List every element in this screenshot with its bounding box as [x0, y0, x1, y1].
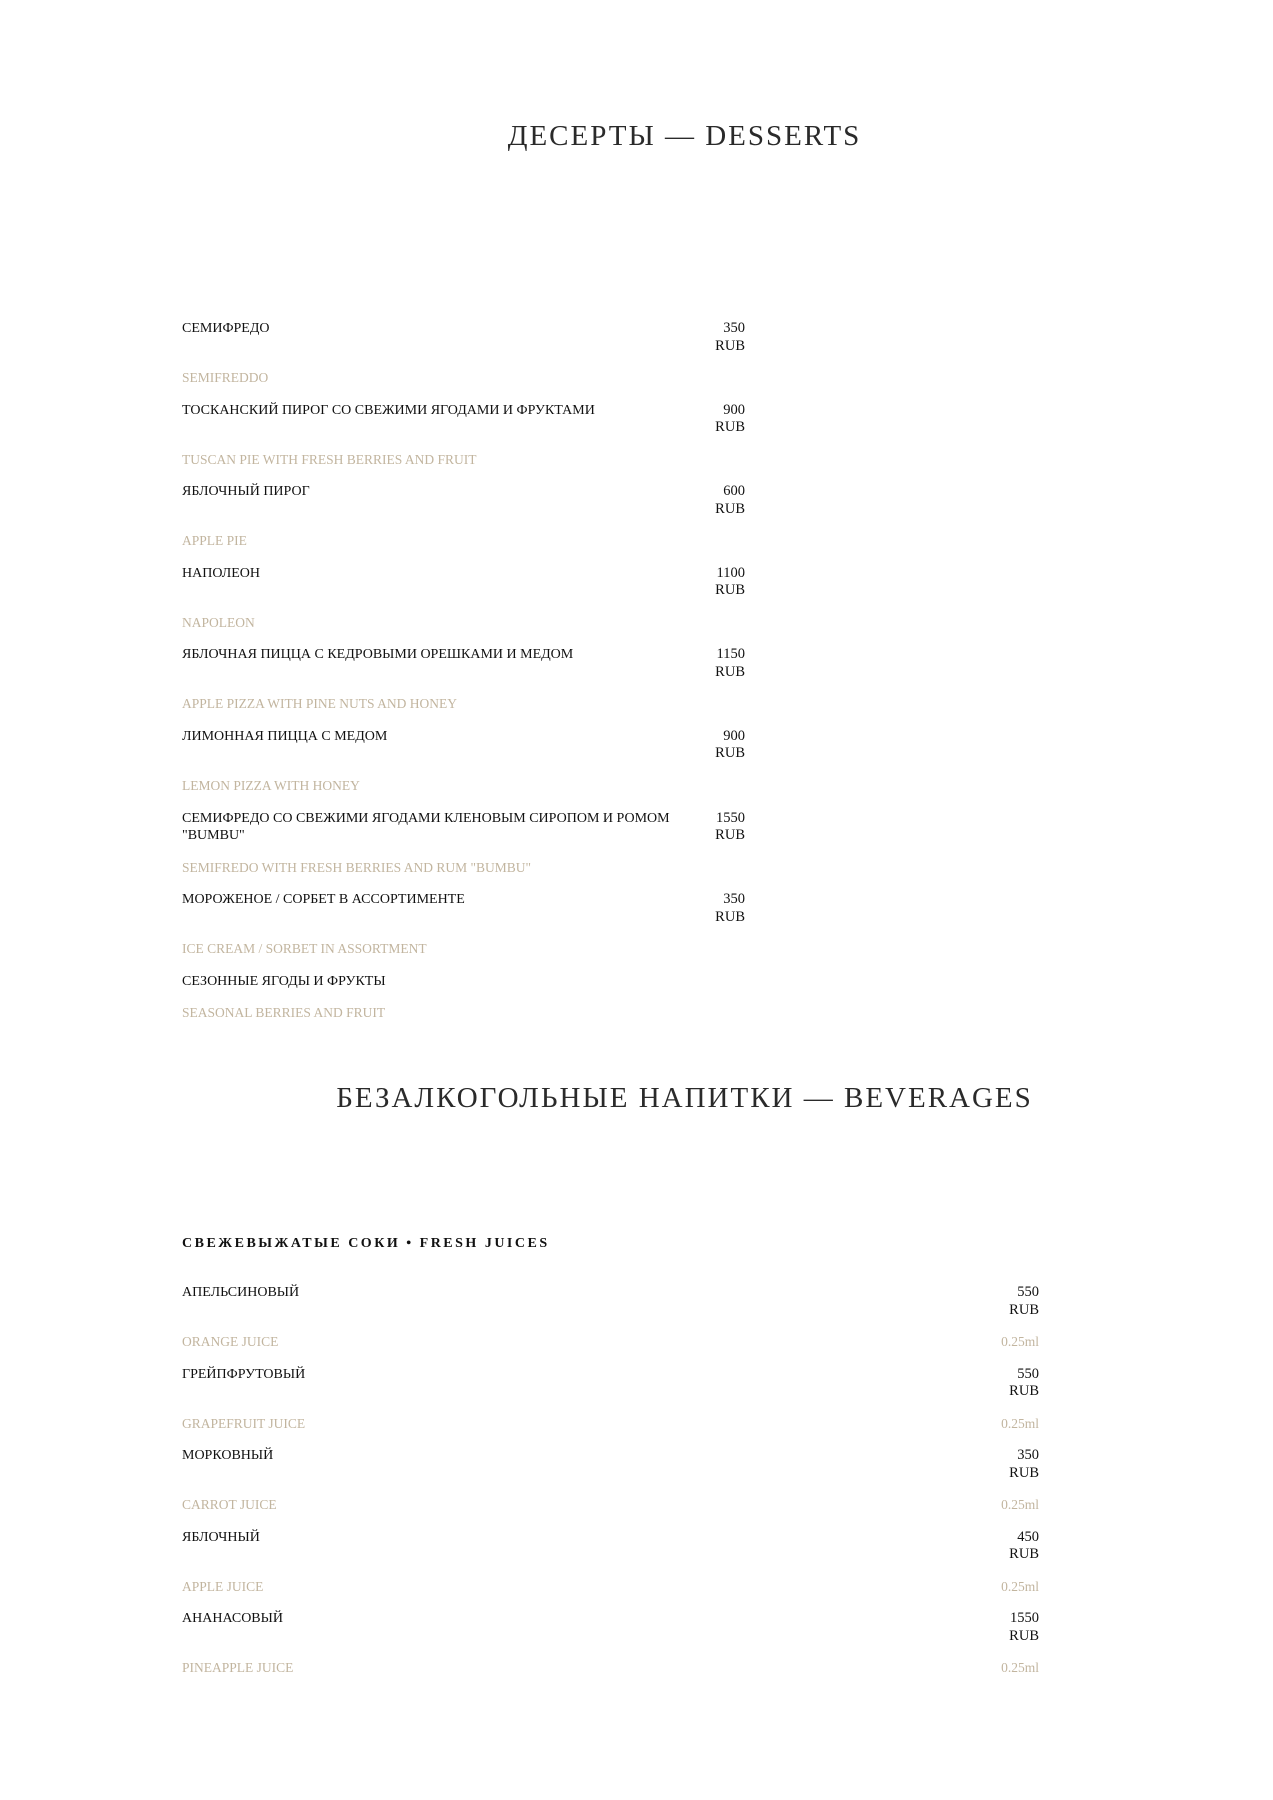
desserts-section-title: ДЕСЕРТЫ — DESSERTS [507, 120, 862, 152]
item-name-en: APPLE PIZZA WITH PINE NUTS AND HONEY [182, 696, 457, 712]
item-name-en: SEMIFREDDO [182, 370, 269, 385]
item-volume: 0.25ml [1001, 1334, 1039, 1349]
price-currency: RUB [715, 337, 745, 354]
price-currency: RUB [715, 419, 745, 436]
item-name-en: APPLE PIE [182, 533, 247, 549]
item-name-en: TUSCAN PIE WITH FRESH BERRIES AND FRUIT [182, 451, 477, 467]
menu-item [182, 565, 745, 647]
item-price [715, 565, 745, 600]
menu-item [182, 1610, 1039, 1692]
price-value: 550 [1017, 1365, 1039, 1382]
menu-item [182, 810, 745, 892]
item-name-ru: НАПОЛЕОН [182, 565, 261, 581]
menu-item [182, 646, 745, 728]
item-price [1009, 1284, 1039, 1319]
item-name-en: GRAPEFRUIT JUICE [182, 1415, 306, 1431]
juices-list [182, 1284, 1039, 1692]
item-name-ru: ЯБЛОЧНАЯ ПИЦЦА С КЕДРОВЫМИ ОРЕШКАМИ И МЕДОМ [182, 647, 574, 663]
item-name-ru: МОРКОВНЫЙ [182, 1448, 274, 1463]
price-value: 1550 [1010, 1610, 1039, 1626]
price-currency: RUB [1009, 1627, 1039, 1644]
item-volume: 0.25ml [1001, 1578, 1039, 1594]
item-price [715, 891, 745, 926]
price-value: 350 [723, 320, 745, 336]
beverages-section-title: БЕЗАЛКОГОЛЬНЫЕ НАПИТКИ — BEVERAGES [336, 1082, 1033, 1114]
price-value: 350 [1017, 1447, 1039, 1463]
item-name-ru: ЯБЛОЧНЫЙ ПИРОГ [182, 484, 310, 500]
price-value: 550 [1017, 1284, 1039, 1300]
menu-item [182, 402, 745, 484]
item-price [1009, 1366, 1039, 1401]
item-name-ru: МОРОЖЕНОЕ / СОРБЕТ В АССОРТИМЕНТЕ [182, 892, 465, 908]
item-name-ru: ЛИМОННАЯ ПИЦЦА С МЕДОМ [182, 728, 388, 744]
item-name-en: ORANGE JUICE [182, 1334, 279, 1349]
item-name-en: SEMIFREDO WITH FRESH BERRIES AND RUM "BUMBU" [182, 859, 532, 875]
price-currency: RUB [715, 663, 745, 680]
item-price [715, 728, 745, 763]
price-currency: RUB [1009, 1464, 1039, 1481]
item-name-ru: ЯБЛОЧНЫЙ [182, 1529, 260, 1545]
menu-item [182, 1447, 1039, 1529]
item-name-ru: ГРЕЙПФРУТОВЫЙ [182, 1366, 306, 1382]
price-value: 1100 [716, 564, 745, 581]
item-name-ru: АПЕЛЬСИНОВЫЙ [182, 1285, 300, 1300]
menu-item [182, 973, 745, 1037]
price-value: 450 [1017, 1528, 1039, 1545]
menu-item [182, 728, 745, 810]
price-value: 600 [723, 483, 745, 500]
item-volume: 0.25ml [1001, 1660, 1039, 1675]
price-currency: RUB [715, 582, 745, 599]
menu-item [182, 1366, 1039, 1448]
item-price [1009, 1529, 1039, 1564]
item-name-en: ICE CREAM / SORBET IN ASSORTMENT [182, 941, 427, 957]
item-price [1009, 1447, 1039, 1482]
menu-item [182, 1284, 1039, 1366]
item-price [715, 810, 745, 845]
item-price [715, 320, 745, 355]
fresh-juices-subheading: СВЕЖЕВЫЖАТЫЕ СОКИ • FRESH JUICES [182, 1236, 550, 1251]
price-currency: RUB [715, 500, 745, 517]
item-name-ru: ТОСКАНСКИЙ ПИРОГ СО СВЕЖИМИ ЯГОДАМИ И ФРУКТАМИ [182, 402, 595, 418]
item-name-ru: СЕМИФРЕДО СО СВЕЖИМИ ЯГОДАМИ КЛЕНОВЫМ СИРОПОМ И РОМОМ "BUMBU" [182, 810, 670, 843]
item-name-en: NAPOLEON [182, 614, 255, 630]
price-currency: RUB [715, 827, 745, 844]
price-currency: RUB [715, 745, 745, 762]
menu-item [182, 320, 745, 402]
price-currency: RUB [1009, 1383, 1039, 1399]
price-currency: RUB [1009, 1546, 1039, 1562]
item-price [715, 402, 745, 437]
item-price [1009, 1610, 1039, 1645]
item-name-ru: СЕМИФРЕДО [182, 321, 270, 336]
item-name-en: SEASONAL BERRIES AND FRUIT [182, 1004, 386, 1020]
item-name-en: LEMON PIZZA WITH HONEY [182, 777, 360, 793]
item-volume: 0.25ml [1001, 1497, 1039, 1512]
price-value: 350 [723, 891, 745, 908]
price-value: 900 [723, 401, 745, 418]
item-price [715, 483, 745, 518]
item-name-en: CARROT JUICE [182, 1497, 277, 1512]
item-price [715, 646, 745, 681]
desserts-list [182, 320, 745, 1037]
price-currency: RUB [715, 908, 745, 925]
item-name-en: PINEAPPLE JUICE [182, 1660, 294, 1675]
item-name-ru: СЕЗОННЫЕ ЯГОДЫ И ФРУКТЫ [182, 973, 386, 989]
price-currency: RUB [1009, 1301, 1039, 1318]
item-name-ru: АНАНАСОВЫЙ [182, 1611, 283, 1626]
price-value: 900 [723, 727, 745, 744]
menu-item [182, 891, 745, 973]
menu-item [182, 1529, 1039, 1611]
price-value: 1150 [716, 646, 745, 663]
item-name-en: APPLE JUICE [182, 1578, 264, 1594]
menu-item [182, 483, 745, 565]
price-value: 1550 [716, 809, 745, 826]
item-volume: 0.25ml [1001, 1415, 1039, 1431]
